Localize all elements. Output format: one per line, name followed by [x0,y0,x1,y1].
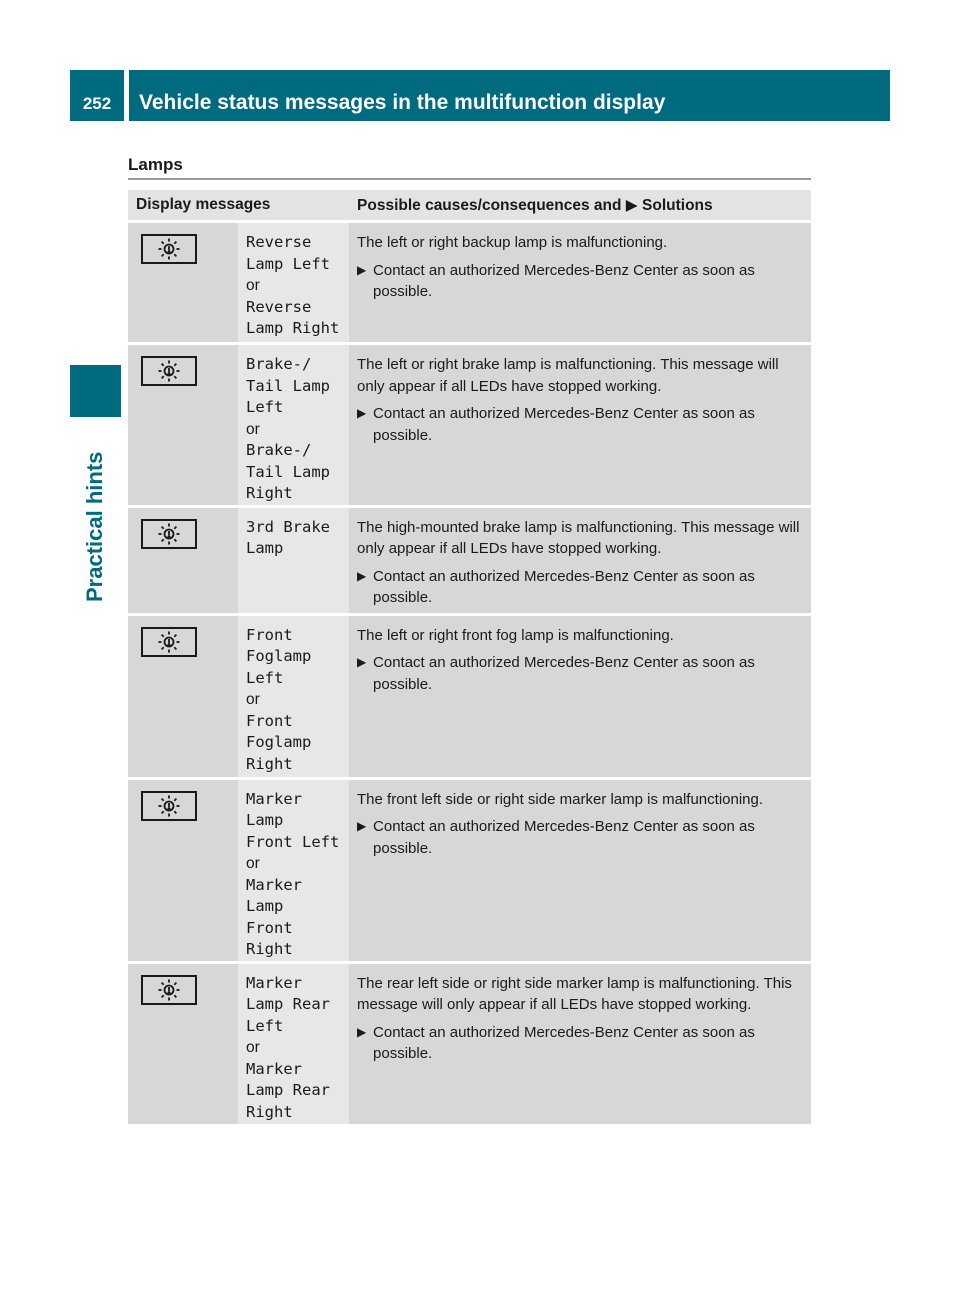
column-header-display: Display messages [128,190,349,222]
arrow-right-icon: ▶ [357,262,367,277]
column-header-solutions: Possible causes/consequences and ▶ Solutions [349,190,811,222]
display-message-line: Lamp Left [246,254,330,273]
lamp-malfunction-icon [141,975,197,1005]
chapter-title: Vehicle status messages in the multifunction display [139,91,666,114]
icon-cell [128,962,238,1124]
display-message-line: Tail Lamp [246,376,330,395]
solution-cell [349,778,811,962]
solution-step [357,816,803,859]
icon-cell [128,778,238,962]
arrow-right-icon: ▶ [357,1024,367,1039]
solution-cell [349,962,811,1124]
display-message-cell [238,344,349,507]
display-message-line: Front Left [246,832,340,851]
lamp-malfunction-icon [141,791,197,821]
table-row [128,222,811,344]
icon-cell [128,222,238,344]
display-message-cell [238,962,349,1124]
display-message-cell [238,222,349,344]
display-message-line: Left [246,668,284,687]
action-text: Contact an authorized Mercedes-Benz Center as soon as possible. [373,261,755,300]
cause-text: The front left side or right side marker lamp is malfunctioning. [357,790,764,808]
side-tab-label: Practical hints [81,451,107,602]
display-message-line: Tail Lamp [246,462,330,481]
or-separator: or [246,691,260,708]
solution-cell [349,614,811,778]
table-row [128,614,811,778]
table-body [128,222,811,1125]
action-text: Contact an authorized Mercedes-Benz Center as soon as possible. [373,818,755,857]
display-message-cell [238,506,349,614]
or-separator: or [246,277,260,294]
page-header [70,70,890,121]
display-message-line: Lamp Rear [246,1081,330,1099]
icon-cell [128,614,238,778]
action-text: Contact an authorized Mercedes-Benz Center as soon as possible. [373,405,755,444]
display-message-line: Foglamp [246,733,312,751]
arrow-right-icon: ▶ [357,655,367,669]
display-message-line: Front [246,918,293,937]
display-message-line: Lamp [246,539,284,557]
display-message-line: Reverse [246,297,312,316]
cause-text: The left or right brake lamp is malfunctioning. This message will only appear if all LEDs have stopped working. [357,356,779,395]
display-message-line: Right [246,484,293,502]
table-row [128,506,811,614]
action-text: Contact an authorized Mercedes-Benz Center as soon as possible. [373,1023,755,1062]
lamp-malfunction-icon [141,627,197,657]
side-tab [70,422,121,602]
cause-text: The left or right front fog lamp is malfunctioning. [357,626,674,644]
display-message-line: Foglamp [246,647,312,665]
or-separator: or [246,855,260,872]
arrow-right-icon: ▶ [357,406,367,420]
table-row [128,778,811,962]
page-number: 252 [82,94,112,113]
side-tab-marker [70,365,121,417]
solution-step [357,566,803,609]
arrow-right-icon: ▶ [357,819,367,833]
solution-step [357,652,803,695]
display-message-line: Reverse [246,233,312,251]
or-separator: or [246,1039,260,1056]
icon-cell [128,344,238,507]
display-message-line: Left [246,1016,284,1035]
table-row [128,962,811,1124]
display-message-cell [238,778,349,962]
display-message-line: Lamp [246,897,284,915]
solution-cell [349,222,811,344]
display-message-line: 3rd Brake [246,517,330,536]
display-message-line: Lamp Rear [246,995,330,1013]
solution-step [357,260,803,303]
display-message-line: Right [246,1102,293,1121]
or-separator: or [246,420,260,438]
display-message-line: Marker [246,789,302,808]
cause-text: The left or right backup lamp is malfunctioning. [357,234,668,251]
icon-cell [128,506,238,614]
display-message-line: Lamp [246,811,284,829]
display-message-cell [238,614,349,778]
action-text: Contact an authorized Mercedes-Benz Center as soon as possible. [373,567,755,606]
solution-step [357,403,803,446]
table-row [128,344,811,507]
solution-step [357,1022,803,1065]
solution-cell [349,344,811,507]
display-message-line: Right [246,754,293,773]
display-message-line: Front [246,625,293,644]
arrow-right-icon: ▶ [357,568,367,583]
cause-text: The high-mounted brake lamp is malfunctioning. This message will only appear if all LEDs have stopped working. [357,518,800,557]
section-title: Lamps [128,155,183,174]
action-text: Contact an authorized Mercedes-Benz Center as soon as possible. [373,654,755,693]
display-message-line: Lamp Right [246,319,340,337]
lamp-malfunction-icon [141,519,197,549]
display-message-line: Brake-/ [246,355,312,373]
lamp-malfunction-icon [141,356,197,386]
lamp-malfunction-icon [141,234,197,264]
display-message-line: Marker [246,1059,302,1078]
display-message-line: Left [246,398,284,416]
lamp-messages-table [128,190,811,1124]
section-divider [128,178,811,180]
display-message-line: Brake-/ [246,441,312,459]
solution-cell [349,506,811,614]
table-header-row [128,190,811,222]
display-message-line: Right [246,940,293,958]
display-message-line: Marker [246,973,302,992]
display-message-line: Marker [246,875,302,894]
display-message-line: Front [246,711,293,730]
cause-text: The rear left side or right side marker lamp is malfunctioning. This message will only appear if all LEDs have stopped working. [357,974,792,1013]
